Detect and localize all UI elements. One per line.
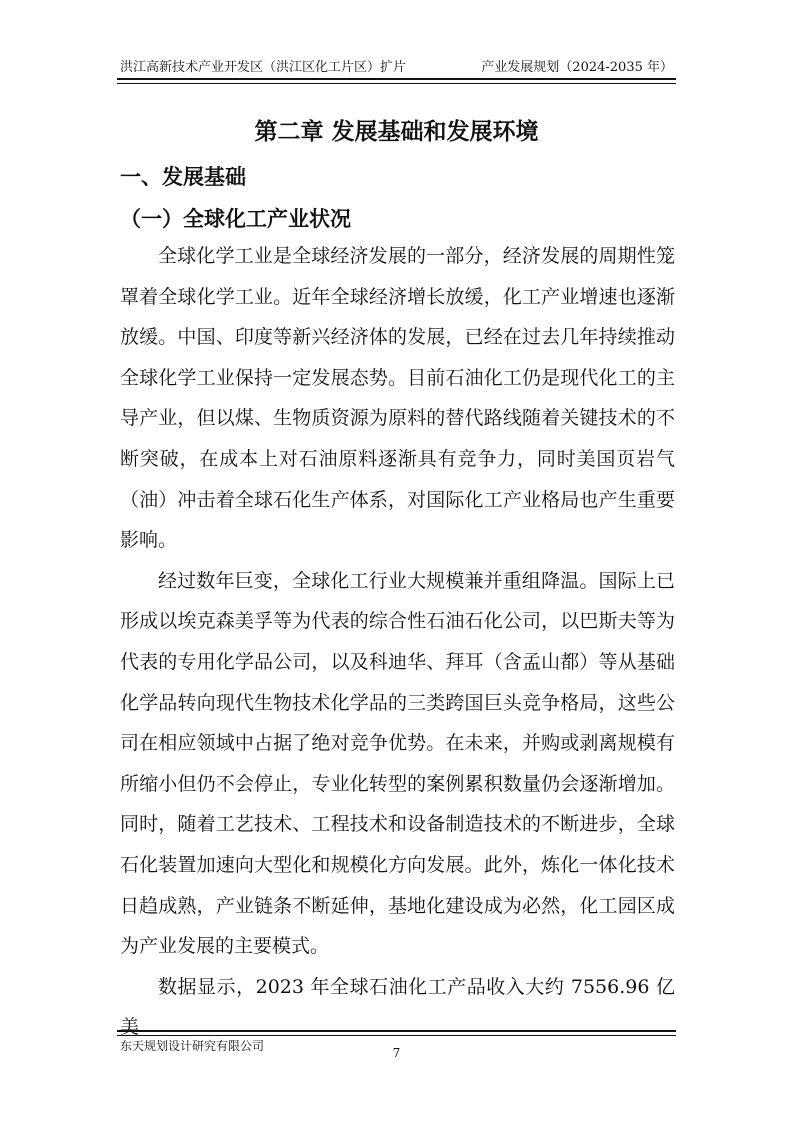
paragraph-3: 数据显示，2023 年全球石油化工产品收入大约 7556.96 亿美: [120, 975, 675, 1039]
section-heading: 一、发展基础: [120, 165, 246, 189]
footer-company: 东天规划设计研究有限公司: [120, 1039, 265, 1053]
subsection-heading: （一）全球化工产业状况: [120, 207, 351, 231]
page-number: 7: [392, 1046, 401, 1060]
chapter-title: 第二章 发展基础和发展环境: [254, 119, 539, 145]
footer-divider: [117, 1030, 676, 1036]
header-divider: [117, 78, 676, 84]
header-document-title: 洪江高新技术产业开发区（洪江区化工片区）扩片: [120, 60, 407, 75]
paragraph-2: 经过数年巨变，全球化工行业大规模兼并重组降温。国际上已形成以埃克森美孚等为代表的综合性石油石化公司，以巴斯夫等为代表的专用化学品公司，以及科迪华、拜耳（含孟山都）等从基础化学品转向现代生物技术化学品的三类跨国巨头竞争格局，这些公司在相应领域中占据了绝对竞争优势。在未来，并购或剥离规模有所缩小但仍不会停止，专业化转型的案例累积数量仍会逐渐增加。同时，随着工艺技术、工程技术和设备制造技术的不断进步，全球石化装置加速向大型化和规模化方向发展。此外，炼化一体化技术日趋成熟，产业链条不断延伸，基地化建设成为必然，化工园区成为产业发展的主要模式。: [120, 569, 675, 958]
header-plan-period: 产业发展规划（2024-2035 年）: [481, 60, 673, 75]
paragraph-1: 全球化学工业是全球经济发展的一部分，经济发展的周期性笼罩着全球化学工业。近年全球经济增长放缓，化工产业增速也逐渐放缓。中国、印度等新兴经济体的发展，已经在过去几年持续推动全球化学工业保持一定发展态势。目前石油化工仍是现代化工的主导产业，但以煤、生物质资源为原料的替代路线随着关键技术的不断突破，在成本上对石油原料逐渐具有竞争力，同时美国页岩气（油）冲击着全球石化生产体系，对国际化工产业格局也产生重要影响。: [120, 245, 675, 552]
body-text: [120, 236, 675, 1048]
